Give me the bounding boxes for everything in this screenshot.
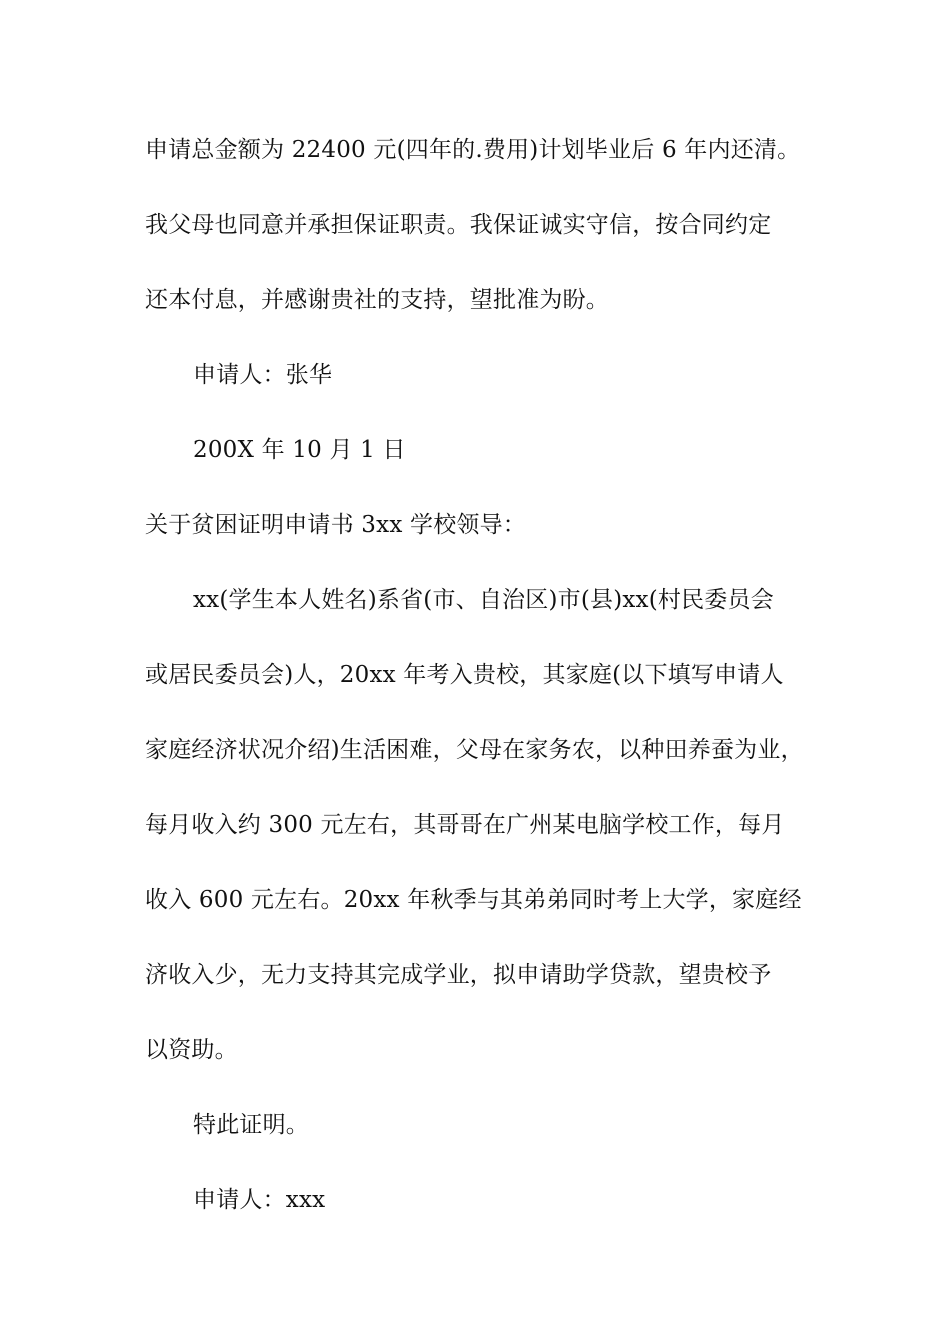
applicant-signature: 申请人：张华: [193, 362, 333, 388]
certification-statement: 特此证明。: [193, 1112, 309, 1138]
section-heading: 关于贫困证明申请书 3xx 学校领导：: [145, 512, 526, 538]
paragraph-line-brother-income: 收入 600 元左右。20xx 年秋季与其弟弟同时考上大学，家庭经: [145, 887, 802, 913]
paragraph-line-amount: 申请总金额为 22400 元(四年的.费用)计划毕业后 6 年内还清。: [145, 137, 801, 163]
paragraph-line-admission: 或居民委员会)人，20xx 年考入贵校，其家庭(以下填写申请人: [145, 662, 784, 688]
paragraph-line-income: 每月收入约 300 元左右，其哥哥在广州某电脑学校工作，每月: [145, 812, 785, 838]
paragraph-line-funding: 以资助。: [145, 1037, 238, 1063]
paragraph-line-family-status: 家庭经济状况介绍)生活困难，父母在家务农，以种田养蚕为业，: [145, 737, 804, 763]
paragraph-line-thanks: 还本付息，并感谢贵社的支持，望批准为盼。: [145, 287, 609, 313]
paragraph-line-student-origin: xx(学生本人姓名)系省(市、自治区)市(县)xx(村民委员会: [193, 587, 774, 613]
application-date: 200X 年 10 月 1 日: [193, 437, 406, 463]
paragraph-line-guarantee: 我父母也同意并承担保证职责。我保证诚实守信，按合同约定: [145, 212, 772, 238]
applicant-placeholder-signature: 申请人：xxx: [193, 1187, 326, 1213]
paragraph-line-loan-request: 济收入少，无力支持其完成学业，拟申请助学贷款，望贵校予: [145, 962, 772, 988]
